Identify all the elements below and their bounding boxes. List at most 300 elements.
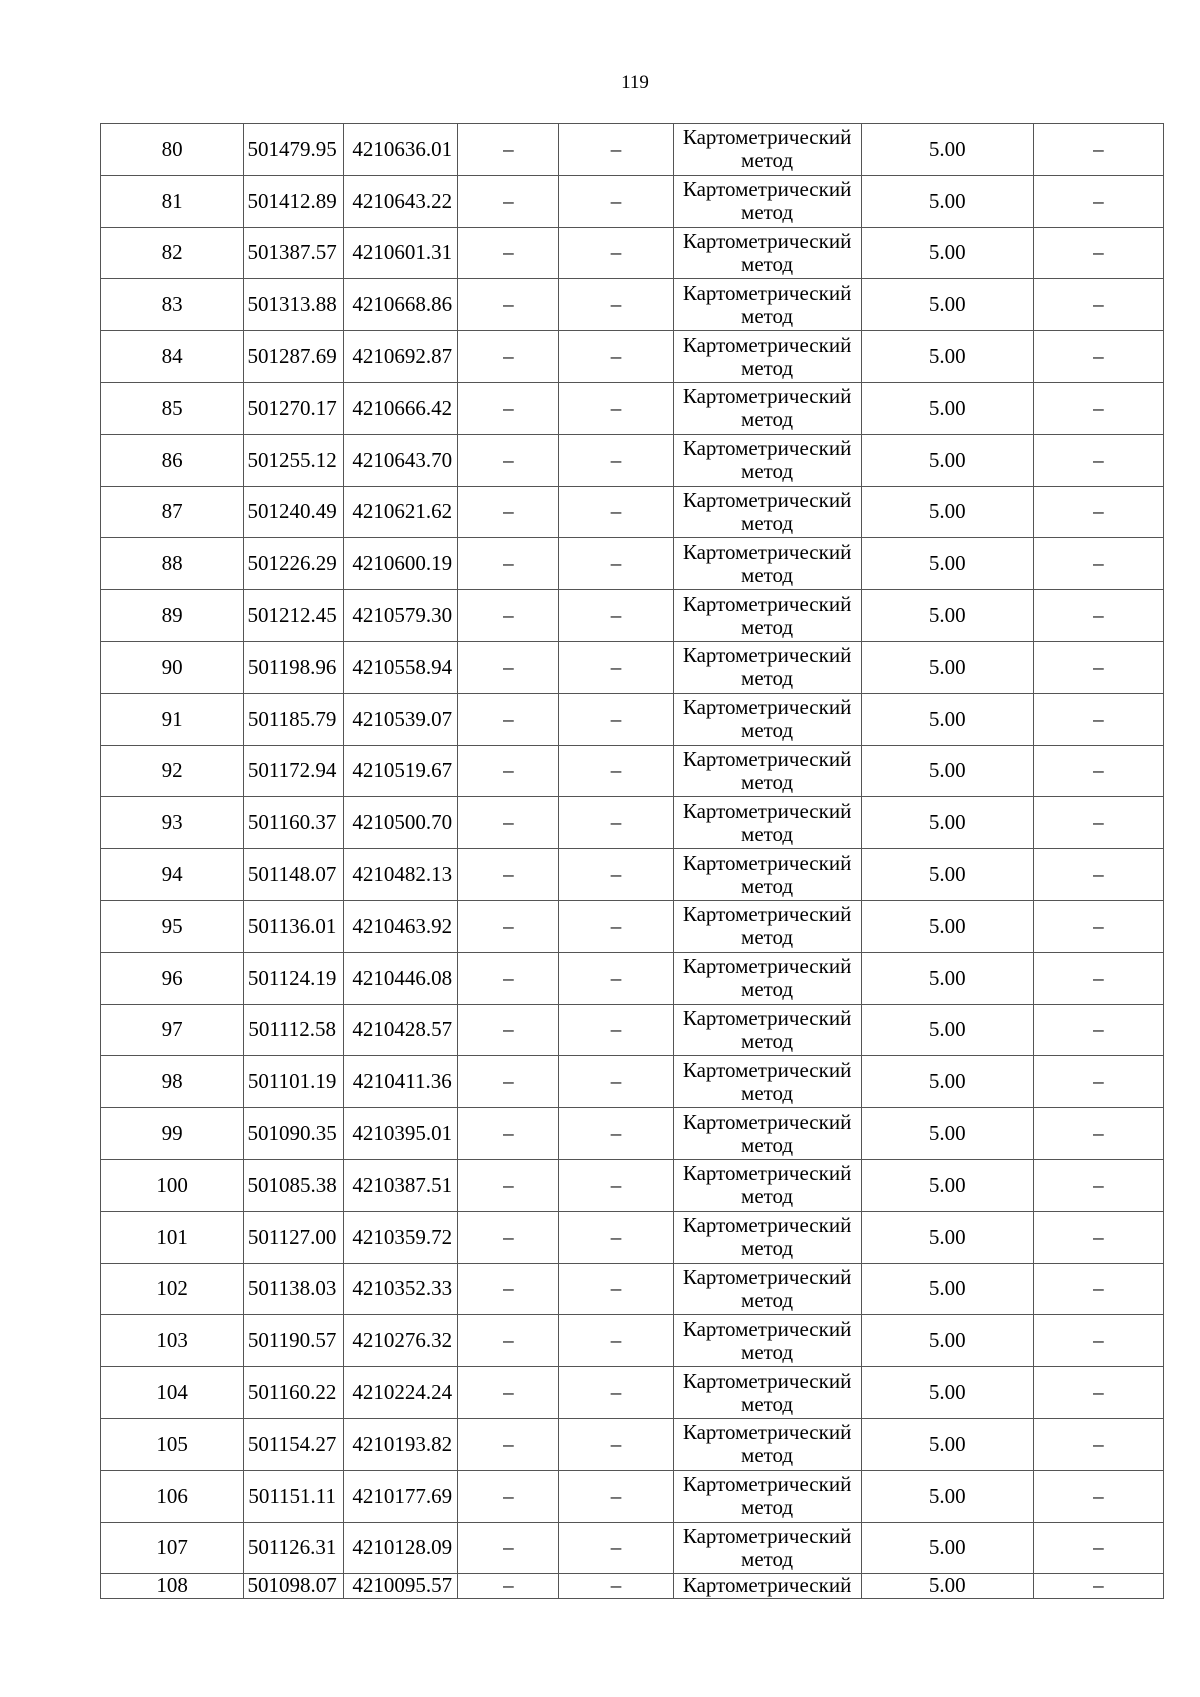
method-line-1: Картометрический (682, 1057, 852, 1082)
x-coordinate-cell: 501226.29 (244, 538, 344, 590)
y-coordinate-cell: 4210643.70 (344, 434, 458, 486)
y-coordinate-cell: 4210359.72 (344, 1211, 458, 1263)
accuracy-cell: 5.00 (861, 175, 1033, 227)
dash-cell: – (458, 1574, 559, 1599)
point-number-cell: 90 (101, 641, 244, 693)
point-number-cell: 93 (101, 797, 244, 849)
dash-cell: – (458, 1522, 559, 1574)
x-coordinate-cell: 501148.07 (244, 849, 344, 901)
point-number-cell: 106 (101, 1470, 244, 1522)
method-cell (673, 331, 861, 383)
accuracy-cell: 5.00 (861, 797, 1033, 849)
method-line-1: Картометрический (682, 332, 852, 357)
y-coordinate-cell: 4210636.01 (344, 124, 458, 176)
dash-cell: – (1033, 538, 1163, 590)
y-coordinate-cell: 4210276.32 (344, 1315, 458, 1367)
y-coordinate-cell: 4210643.22 (344, 175, 458, 227)
dash-cell: – (458, 279, 559, 331)
method-line-1: Картометрический (682, 746, 852, 771)
dash-cell: – (458, 900, 559, 952)
method-line-1: Картометрический (682, 1316, 852, 1341)
point-number-cell: 81 (101, 175, 244, 227)
method-line-2: метод (741, 1236, 794, 1261)
method-line-2: метод (741, 718, 794, 743)
method-cell (673, 1108, 861, 1160)
method-cell (673, 382, 861, 434)
method-line-2: метод (741, 666, 794, 691)
point-number-cell: 107 (101, 1522, 244, 1574)
table-row (101, 227, 1164, 279)
accuracy-cell: 5.00 (861, 952, 1033, 1004)
point-number-cell: 85 (101, 382, 244, 434)
point-number-cell: 88 (101, 538, 244, 590)
method-line-2: метод (741, 1339, 794, 1364)
y-coordinate-cell: 4210095.57 (344, 1574, 458, 1599)
accuracy-cell: 5.00 (861, 486, 1033, 538)
method-line-1: Картометрический (682, 798, 852, 823)
table-row (101, 952, 1164, 1004)
x-coordinate-cell: 501136.01 (244, 900, 344, 952)
y-coordinate-cell: 4210668.86 (344, 279, 458, 331)
y-coordinate-cell: 4210692.87 (344, 331, 458, 383)
table-row (101, 331, 1164, 383)
accuracy-cell: 5.00 (861, 1056, 1033, 1108)
y-coordinate-cell: 4210411.36 (344, 1056, 458, 1108)
table-row (101, 538, 1164, 590)
point-number-cell: 102 (101, 1263, 244, 1315)
table-row (101, 1522, 1164, 1574)
method-line-1: Картометрический (682, 1420, 852, 1445)
y-coordinate-cell: 4210446.08 (344, 952, 458, 1004)
x-coordinate-cell: 501270.17 (244, 382, 344, 434)
dash-cell: – (458, 227, 559, 279)
x-coordinate-cell: 501160.22 (244, 1367, 344, 1419)
accuracy-cell: 5.00 (861, 849, 1033, 901)
point-number-cell: 83 (101, 279, 244, 331)
coordinates-table (100, 123, 1164, 1599)
method-line-1: Картометрический (682, 539, 852, 564)
point-number-cell: 100 (101, 1159, 244, 1211)
method-line-2: метод (741, 1080, 794, 1105)
method-line-2: метод (741, 1443, 794, 1468)
method-line-2: метод (741, 821, 794, 846)
dash-cell: – (559, 1056, 673, 1108)
table-row (101, 1159, 1164, 1211)
dash-cell: – (559, 745, 673, 797)
method-line-1: Картометрический (682, 487, 852, 512)
dash-cell: – (559, 1108, 673, 1160)
table-row (101, 175, 1164, 227)
dash-cell: – (1033, 797, 1163, 849)
dash-cell: – (458, 641, 559, 693)
x-coordinate-cell: 501255.12 (244, 434, 344, 486)
method-cell (673, 1367, 861, 1419)
method-line-2: метод (741, 562, 794, 587)
point-number-cell: 101 (101, 1211, 244, 1263)
x-coordinate-cell: 501198.96 (244, 641, 344, 693)
dash-cell: – (1033, 849, 1163, 901)
method-line-1: Картометрический (682, 1109, 852, 1134)
method-cell (673, 1211, 861, 1263)
method-line-1: Картометрический (682, 177, 852, 202)
point-number-cell: 89 (101, 590, 244, 642)
dash-cell: – (458, 797, 559, 849)
method-line-2: метод (741, 407, 794, 432)
method-cell (673, 952, 861, 1004)
method-line-1: Картометрический (682, 1213, 852, 1238)
method-line-2: метод (741, 148, 794, 173)
accuracy-cell: 5.00 (861, 1159, 1033, 1211)
method-line-1: Картометрический (682, 643, 852, 668)
method-line-1: Картометрический (682, 1264, 852, 1289)
method-line-1: Картометрический (682, 1573, 852, 1598)
table-row (101, 382, 1164, 434)
method-cell (673, 1470, 861, 1522)
point-number-cell: 103 (101, 1315, 244, 1367)
table-row (101, 1004, 1164, 1056)
table-row (101, 797, 1164, 849)
dash-cell: – (458, 1418, 559, 1470)
method-cell (673, 1263, 861, 1315)
dash-cell: – (559, 175, 673, 227)
table-row (101, 745, 1164, 797)
dash-cell: – (458, 590, 559, 642)
table-row (101, 1263, 1164, 1315)
accuracy-cell: 5.00 (861, 331, 1033, 383)
table-row (101, 1367, 1164, 1419)
y-coordinate-cell: 4210621.62 (344, 486, 458, 538)
dash-cell: – (458, 1004, 559, 1056)
table-row (101, 1108, 1164, 1160)
dash-cell: – (1033, 331, 1163, 383)
dash-cell: – (559, 227, 673, 279)
method-line-2: метод (741, 977, 794, 1002)
table-row (101, 1211, 1164, 1263)
accuracy-cell: 5.00 (861, 1367, 1033, 1419)
point-number-cell: 91 (101, 693, 244, 745)
dash-cell: – (559, 486, 673, 538)
method-cell (673, 1056, 861, 1108)
method-line-2: метод (741, 510, 794, 535)
method-line-1: Картометрический (682, 436, 852, 461)
dash-cell: – (559, 1004, 673, 1056)
table-row (101, 486, 1164, 538)
dash-cell: – (458, 538, 559, 590)
dash-cell: – (559, 952, 673, 1004)
x-coordinate-cell: 501127.00 (244, 1211, 344, 1263)
y-coordinate-cell: 4210387.51 (344, 1159, 458, 1211)
dash-cell: – (458, 693, 559, 745)
table-row (101, 1470, 1164, 1522)
dash-cell: – (1033, 1470, 1163, 1522)
method-line-1: Картометрический (682, 280, 852, 305)
accuracy-cell: 5.00 (861, 590, 1033, 642)
dash-cell: – (559, 797, 673, 849)
x-coordinate-cell: 501479.95 (244, 124, 344, 176)
method-cell (673, 797, 861, 849)
table-row (101, 279, 1164, 331)
table-row (101, 641, 1164, 693)
accuracy-cell: 5.00 (861, 1004, 1033, 1056)
dash-cell: – (1033, 382, 1163, 434)
dash-cell: – (1033, 745, 1163, 797)
point-number-cell: 97 (101, 1004, 244, 1056)
accuracy-cell: 5.00 (861, 900, 1033, 952)
dash-cell: – (458, 1263, 559, 1315)
point-number-cell: 87 (101, 486, 244, 538)
table-row (101, 900, 1164, 952)
method-line-1: Картометрический (682, 1472, 852, 1497)
point-number-cell: 94 (101, 849, 244, 901)
dash-cell: – (458, 1056, 559, 1108)
y-coordinate-cell: 4210579.30 (344, 590, 458, 642)
method-line-2: метод (741, 1495, 794, 1520)
dash-cell: – (1033, 227, 1163, 279)
point-number-cell: 98 (101, 1056, 244, 1108)
x-coordinate-cell: 501098.07 (244, 1574, 344, 1599)
x-coordinate-cell: 501126.31 (244, 1522, 344, 1574)
point-number-cell: 80 (101, 124, 244, 176)
accuracy-cell: 5.00 (861, 1263, 1033, 1315)
y-coordinate-cell: 4210519.67 (344, 745, 458, 797)
dash-cell: – (458, 745, 559, 797)
method-cell (673, 538, 861, 590)
method-line-2: метод (741, 614, 794, 639)
table-body (101, 124, 1164, 1599)
accuracy-cell: 5.00 (861, 1211, 1033, 1263)
method-line-2: метод (741, 1028, 794, 1053)
y-coordinate-cell: 4210600.19 (344, 538, 458, 590)
dash-cell: – (1033, 1159, 1163, 1211)
accuracy-cell: 5.00 (861, 1574, 1033, 1599)
dash-cell: – (1033, 1004, 1163, 1056)
x-coordinate-cell: 501160.37 (244, 797, 344, 849)
method-line-1: Картометрический (682, 954, 852, 979)
x-coordinate-cell: 501124.19 (244, 952, 344, 1004)
table-row (101, 590, 1164, 642)
dash-cell: – (559, 1159, 673, 1211)
y-coordinate-cell: 4210395.01 (344, 1108, 458, 1160)
method-line-2: метод (741, 873, 794, 898)
table-row (101, 1574, 1164, 1599)
point-number-cell: 108 (101, 1574, 244, 1599)
method-line-1: Картометрический (682, 1005, 852, 1030)
method-line-2: метод (741, 251, 794, 276)
x-coordinate-cell: 501212.45 (244, 590, 344, 642)
dash-cell: – (1033, 1108, 1163, 1160)
method-cell (673, 227, 861, 279)
x-coordinate-cell: 501412.89 (244, 175, 344, 227)
x-coordinate-cell: 501387.57 (244, 227, 344, 279)
method-line-1: Картометрический (682, 695, 852, 720)
dash-cell: – (1033, 1367, 1163, 1419)
method-line-2: метод (741, 1391, 794, 1416)
x-coordinate-cell: 501085.38 (244, 1159, 344, 1211)
dash-cell: – (1033, 175, 1163, 227)
method-cell (673, 1522, 861, 1574)
method-line-1: Картометрический (682, 125, 852, 150)
dash-cell: – (1033, 1263, 1163, 1315)
y-coordinate-cell: 4210539.07 (344, 693, 458, 745)
page-number: 119 (621, 72, 649, 93)
dash-cell: – (1033, 1418, 1163, 1470)
method-cell (673, 1159, 861, 1211)
point-number-cell: 82 (101, 227, 244, 279)
method-cell (673, 124, 861, 176)
accuracy-cell: 5.00 (861, 227, 1033, 279)
dash-cell: – (458, 124, 559, 176)
method-line-2: метод (741, 1132, 794, 1157)
method-cell (673, 849, 861, 901)
dash-cell: – (1033, 486, 1163, 538)
method-line-1: Картометрический (682, 591, 852, 616)
table-row (101, 434, 1164, 486)
dash-cell: – (1033, 641, 1163, 693)
point-number-cell: 105 (101, 1418, 244, 1470)
method-line-1: Картометрический (682, 1368, 852, 1393)
dash-cell: – (458, 434, 559, 486)
y-coordinate-cell: 4210193.82 (344, 1418, 458, 1470)
dash-cell: – (559, 693, 673, 745)
accuracy-cell: 5.00 (861, 1315, 1033, 1367)
x-coordinate-cell: 501101.19 (244, 1056, 344, 1108)
table-row (101, 1315, 1164, 1367)
dash-cell: – (1033, 279, 1163, 331)
dash-cell: – (559, 1574, 673, 1599)
dash-cell: – (458, 1367, 559, 1419)
method-line-2: метод (741, 1546, 794, 1571)
dash-cell: – (458, 175, 559, 227)
method-line-2: метод (741, 459, 794, 484)
method-line-2: метод (741, 769, 794, 794)
accuracy-cell: 5.00 (861, 279, 1033, 331)
y-coordinate-cell: 4210558.94 (344, 641, 458, 693)
method-cell (673, 434, 861, 486)
dash-cell: – (559, 1522, 673, 1574)
y-coordinate-cell: 4210601.31 (344, 227, 458, 279)
dash-cell: – (1033, 1056, 1163, 1108)
method-line-2: метод (741, 303, 794, 328)
accuracy-cell: 5.00 (861, 641, 1033, 693)
point-number-cell: 92 (101, 745, 244, 797)
point-number-cell: 96 (101, 952, 244, 1004)
accuracy-cell: 5.00 (861, 1418, 1033, 1470)
accuracy-cell: 5.00 (861, 1522, 1033, 1574)
dash-cell: – (1033, 124, 1163, 176)
point-number-cell: 86 (101, 434, 244, 486)
dash-cell: – (458, 1211, 559, 1263)
table-row (101, 1418, 1164, 1470)
dash-cell: – (1033, 590, 1163, 642)
dash-cell: – (559, 1470, 673, 1522)
dash-cell: – (559, 279, 673, 331)
x-coordinate-cell: 501138.03 (244, 1263, 344, 1315)
method-line-1: Картометрический (682, 1523, 852, 1548)
y-coordinate-cell: 4210128.09 (344, 1522, 458, 1574)
dash-cell: – (559, 900, 673, 952)
method-cell (673, 1315, 861, 1367)
dash-cell: – (458, 382, 559, 434)
y-coordinate-cell: 4210352.33 (344, 1263, 458, 1315)
dash-cell: – (1033, 1315, 1163, 1367)
dash-cell: – (559, 849, 673, 901)
x-coordinate-cell: 501313.88 (244, 279, 344, 331)
accuracy-cell: 5.00 (861, 538, 1033, 590)
table-row (101, 1056, 1164, 1108)
dash-cell: – (559, 434, 673, 486)
method-cell (673, 175, 861, 227)
dash-cell: – (559, 1211, 673, 1263)
dash-cell: – (458, 1470, 559, 1522)
method-line-1: Картометрический (682, 384, 852, 409)
accuracy-cell: 5.00 (861, 124, 1033, 176)
x-coordinate-cell: 501190.57 (244, 1315, 344, 1367)
method-cell (673, 745, 861, 797)
table-row (101, 124, 1164, 176)
method-line-2: метод (741, 1287, 794, 1312)
dash-cell: – (1033, 900, 1163, 952)
point-number-cell: 95 (101, 900, 244, 952)
method-cell (673, 279, 861, 331)
accuracy-cell: 5.00 (861, 382, 1033, 434)
dash-cell: – (559, 641, 673, 693)
method-line-2: метод (741, 1184, 794, 1209)
dash-cell: – (559, 331, 673, 383)
y-coordinate-cell: 4210177.69 (344, 1470, 458, 1522)
dash-cell: – (458, 1159, 559, 1211)
dash-cell: – (559, 1315, 673, 1367)
dash-cell: – (458, 952, 559, 1004)
method-cell (673, 1574, 861, 1599)
dash-cell: – (458, 1108, 559, 1160)
dash-cell: – (458, 331, 559, 383)
dash-cell: – (559, 538, 673, 590)
dash-cell: – (1033, 1574, 1163, 1599)
point-number-cell: 104 (101, 1367, 244, 1419)
dash-cell: – (559, 124, 673, 176)
method-cell (673, 1418, 861, 1470)
method-line-1: Картометрический (682, 850, 852, 875)
dash-cell: – (1033, 434, 1163, 486)
x-coordinate-cell: 501154.27 (244, 1418, 344, 1470)
method-cell (673, 641, 861, 693)
dash-cell: – (1033, 693, 1163, 745)
dash-cell: – (458, 1315, 559, 1367)
x-coordinate-cell: 501172.94 (244, 745, 344, 797)
y-coordinate-cell: 4210224.24 (344, 1367, 458, 1419)
accuracy-cell: 5.00 (861, 693, 1033, 745)
point-number-cell: 99 (101, 1108, 244, 1160)
dash-cell: – (1033, 1522, 1163, 1574)
method-line-2: метод (741, 355, 794, 380)
accuracy-cell: 5.00 (861, 1470, 1033, 1522)
method-line-2: метод (741, 200, 794, 225)
y-coordinate-cell: 4210428.57 (344, 1004, 458, 1056)
dash-cell: – (559, 1263, 673, 1315)
dash-cell: – (1033, 1211, 1163, 1263)
method-cell (673, 486, 861, 538)
dash-cell: – (559, 1418, 673, 1470)
y-coordinate-cell: 4210463.92 (344, 900, 458, 952)
accuracy-cell: 5.00 (861, 434, 1033, 486)
x-coordinate-cell: 501112.58 (244, 1004, 344, 1056)
method-line-1: Картометрический (682, 902, 852, 927)
x-coordinate-cell: 501090.35 (244, 1108, 344, 1160)
dash-cell: – (559, 1367, 673, 1419)
y-coordinate-cell: 4210482.13 (344, 849, 458, 901)
y-coordinate-cell: 4210666.42 (344, 382, 458, 434)
method-cell (673, 1004, 861, 1056)
